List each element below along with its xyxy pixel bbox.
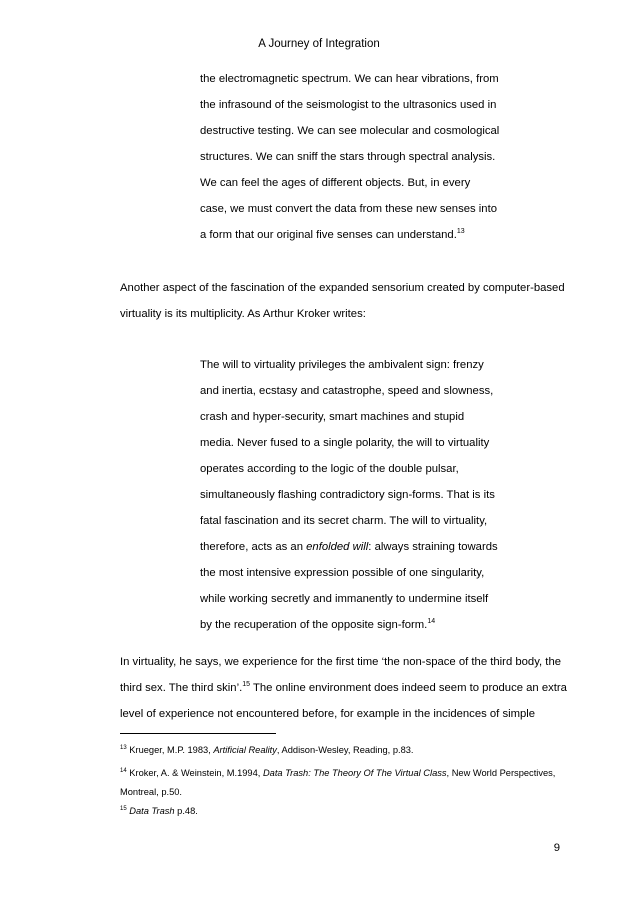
quote-line: crash and hyper-security, smart machines and stupid: [200, 411, 465, 423]
body-line: virtuality is its multiplicity. As Arthur Kroker writes:: [120, 308, 366, 320]
footnote-text: p.48.: [174, 806, 198, 816]
quote-line: destructive testing. We can see molecular and cosmological: [200, 125, 500, 137]
quote-line: We can feel the ages of different objects. But, in every: [200, 177, 471, 189]
quote-text: by the recuperation of the opposite sign-form.: [200, 619, 428, 631]
quote-line: and inertia, ecstasy and catastrophe, speed and slowness,: [200, 385, 494, 397]
quote-line-last: [200, 229, 465, 241]
quote-line: the infrasound of the seismologist to the ultrasonics used in: [200, 99, 497, 111]
quote-line: case, we must convert the data from these new senses into: [200, 203, 498, 215]
footnote-15: [120, 806, 198, 816]
footnote-number: 14: [120, 767, 127, 774]
footnote-number: 15: [120, 805, 127, 812]
footnote-14-line2: Montreal, p.50.: [120, 787, 183, 797]
footnote-ref-13[interactable]: 13: [456, 228, 465, 236]
footnote-title: Data Trash: The Theory Of The Virtual Class: [262, 768, 447, 778]
quote-line: The will to virtuality privileges the ambivalent sign: frenzy: [200, 359, 484, 371]
footnote-ref-14[interactable]: 14: [427, 618, 436, 626]
running-header: A Journey of Integration: [258, 38, 380, 50]
footnote-separator: [120, 733, 276, 734]
footnote-title: Data Trash: [126, 806, 175, 816]
footnote-title: Artificial Reality: [213, 745, 277, 755]
page-number: 9: [553, 842, 560, 854]
footnote-text: , Addison-Wesley, Reading, p.83.: [276, 745, 414, 755]
body-line: In virtuality, he says, we experience for the first time ‘the non-space of the third body, the: [120, 656, 562, 668]
quote-line: the most intensive expression possible of one singularity,: [200, 567, 485, 579]
body-line: level of experience not encountered before, for example in the incidences of simple: [120, 708, 536, 720]
body-line: [120, 682, 567, 694]
quote-text: therefore, acts as an: [200, 541, 307, 553]
quote-line: the electromagnetic spectrum. We can hear vibrations, from: [200, 73, 499, 85]
quote-line-last: [200, 619, 435, 631]
footnote-13: [120, 745, 414, 755]
footnote-text: Krueger, M.P. 1983,: [126, 745, 214, 755]
quote-line: structures. We can sniff the stars through spectral analysis.: [200, 151, 496, 163]
footnote-number: 13: [120, 744, 127, 751]
footnote-ref-15[interactable]: 15: [242, 681, 251, 689]
quote-line: simultaneously flashing contradictory sign-forms. That is its: [200, 489, 495, 501]
quote-line: while working secretly and immanently to undermine itself: [200, 593, 489, 605]
emphasis-text: enfolded will: [306, 541, 369, 553]
footnote-text: , New World Perspectives,: [446, 768, 556, 778]
quote-text: : always straining towards: [368, 541, 498, 553]
body-text: third sex. The third skin’.: [120, 682, 243, 694]
quote-line: fatal fascination and its secret charm. The will to virtuality,: [200, 515, 488, 527]
footnote-14: [120, 768, 555, 778]
quote-line: operates according to the logic of the double pulsar,: [200, 463, 459, 475]
footnote-text: Kroker, A. & Weinstein, M.1994,: [126, 768, 263, 778]
quote-line: media. Never fused to a single polarity, the will to virtuality: [200, 437, 490, 449]
quote-line: [200, 541, 498, 553]
body-line: Another aspect of the fascination of the expanded sensorium created by computer-based: [120, 282, 565, 294]
body-text: The online environment does indeed seem to produce an extra: [250, 682, 567, 694]
quote-text: a form that our original five senses can understand.: [200, 229, 457, 241]
